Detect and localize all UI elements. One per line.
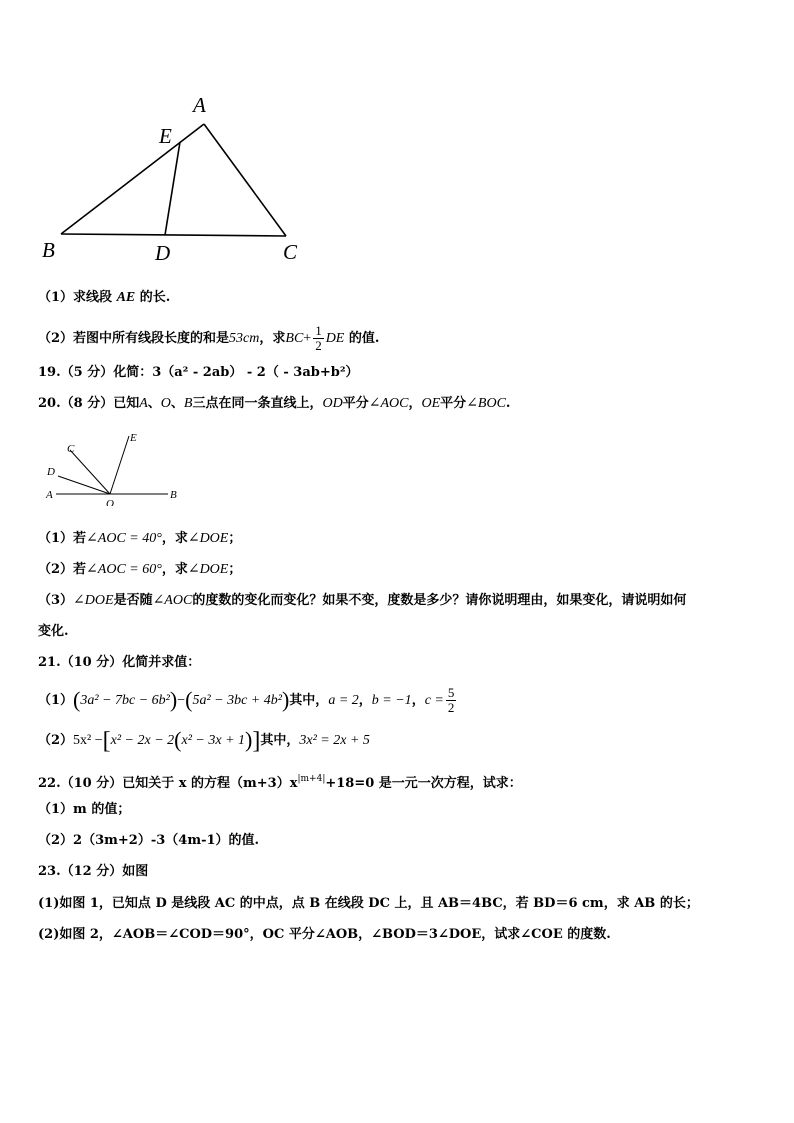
q19-text: 19.（5 分）化简：3（a² - 2ab） - 2（ - 3ab+b²） — [38, 365, 359, 380]
q18-p2-plus: + — [303, 331, 312, 346]
q21-part1 — [38, 686, 458, 715]
q21-p2-inner2: x² − 3x + 1 — [181, 733, 246, 748]
q21-frac-num: 5 — [447, 685, 455, 700]
label-o: O — [106, 498, 114, 506]
q18-p1-post: 的长. — [135, 290, 171, 305]
triangle-figure — [38, 90, 318, 270]
q20-od: OD — [322, 396, 343, 411]
q20-title — [38, 395, 510, 413]
q18-p1-pre: （1）求线段 — [38, 290, 117, 305]
q22-part2: （2）2（3m+2）-3（4m-1）的值. — [38, 833, 260, 848]
q23-title: 23.（12 分）如图 — [38, 864, 149, 879]
paren-open: ( — [185, 687, 193, 712]
q20-p2-end: ； — [228, 562, 242, 577]
label-b: B — [42, 238, 55, 262]
q20-part1 — [38, 530, 241, 548]
q21-fraction — [446, 686, 457, 715]
q20-aoc: ∠AOC — [368, 396, 409, 411]
q20-o: O — [160, 396, 171, 411]
q21-p2-inner1: x² − 2x − 2 — [110, 733, 175, 748]
q20-p2-cond: ∠AOC = 60° — [86, 562, 162, 577]
segment-bc — [61, 234, 286, 236]
q23-part1: (1)如图 1，已知点 D 是线段 AC 的中点，点 B 在线段 DC 上，且 AB＝4BC，若 BD＝6 cm，求 AB 的长； — [38, 896, 699, 911]
q20-mid2: 平分 — [342, 396, 369, 411]
q20-s1: 、 — [147, 396, 161, 411]
q21-part2 — [38, 727, 370, 754]
q21-title: 21.（10 分）化简并求值： — [38, 655, 201, 670]
q20-mid3: 平分 — [440, 396, 467, 411]
q20-comma: ， — [408, 396, 422, 411]
q18-p1-var: AE — [116, 290, 136, 305]
q21-p1-where: 其中， — [289, 693, 329, 708]
q21-p1-sep2: ， — [411, 693, 425, 708]
q20-boc: ∠BOC — [466, 396, 506, 411]
q21-frac-den: 2 — [447, 700, 455, 715]
q18-p2-pre: （2）若图中所有线段长度的和是 — [38, 331, 230, 346]
label-d: D — [47, 466, 55, 478]
label-a: A — [193, 93, 206, 117]
q20-p1-ask: ∠DOE — [187, 531, 229, 546]
q18-frac-num: 1 — [315, 323, 322, 338]
q20-p1-cond: ∠AOC = 40° — [86, 531, 162, 546]
label-c: C — [67, 443, 75, 455]
q20-p1-end: ； — [228, 531, 242, 546]
q20-part3 — [38, 592, 686, 610]
q18-p2-bc: BC — [285, 331, 304, 346]
q20-p2-ask: ∠DOE — [187, 562, 229, 577]
label-a: A — [46, 489, 53, 501]
q22-pre: 22.（10 分）已知关于 x 的方程（m+3）x — [38, 776, 298, 791]
q18-p2-val: 53cm — [229, 331, 260, 346]
label-e: E — [130, 432, 137, 444]
q21-p1-minus: − — [177, 693, 186, 708]
label-b: B — [170, 489, 177, 501]
q20-p2-pre: （2）若 — [38, 562, 87, 577]
paren-close: ) — [245, 727, 253, 752]
angle-figure — [40, 428, 190, 506]
q20-p1-mid: ，求 — [161, 531, 188, 546]
q18-p2-de: DE — [325, 331, 345, 346]
q20-pre: 20.（8 分）已知 — [38, 396, 140, 411]
q21-p1-expr2: 5a² − 3bc + 4b² — [192, 693, 282, 708]
q18-fraction — [313, 324, 324, 353]
q20-p2-mid: ，求 — [161, 562, 188, 577]
q21-p1-expr1: 3a² − 7bc − 6b² — [80, 693, 170, 708]
q20-oe: OE — [421, 396, 441, 411]
q20-end: . — [505, 396, 511, 411]
q21-p2-where: 其中， — [260, 733, 300, 748]
q23-part2: (2)如图 2，∠AOB＝∠COD＝90°，OC 平分∠AOB，∠BOD＝3∠DOE，试求∠COE 的度数. — [38, 927, 611, 942]
q20-p3-doe: ∠DOE — [73, 593, 114, 608]
label-e: E — [159, 124, 172, 148]
q20-b: B — [183, 396, 193, 411]
q20-p3-aoc: ∠AOC — [152, 593, 193, 608]
q21-p1-a: a = 2 — [328, 693, 359, 708]
q21-p2-cond: 3x² = 2x + 5 — [299, 733, 370, 748]
paren-open: ( — [73, 687, 81, 712]
segment-de — [165, 142, 180, 235]
segment-ac — [204, 124, 286, 236]
q22-title — [38, 770, 522, 793]
q18-part2 — [38, 324, 379, 353]
bracket-close: ] — [252, 728, 261, 754]
q22-part1: （1）m 的值； — [38, 802, 131, 817]
paren-close: ) — [281, 687, 290, 712]
q22-post: +18=0 是一元一次方程，试求： — [325, 776, 522, 791]
q20-mid: 三点在同一条直线上， — [192, 396, 323, 411]
q21-p1-sep1: ， — [358, 693, 372, 708]
q21-p1-label: （1） — [38, 693, 74, 708]
q20-a: A — [139, 396, 148, 411]
bracket-open: [ — [102, 728, 111, 754]
label-d: D — [155, 241, 171, 265]
q21-p1-c: c = — [424, 693, 444, 708]
q18-p2-mid: ，求 — [259, 331, 286, 346]
ray-oe — [110, 436, 129, 494]
q20-p3-pre: （3） — [38, 593, 74, 608]
q18-part1 — [38, 289, 170, 307]
q20-p3-post: 的度数的变化而变化？如果不变，度数是多少？请你说明理由，如果变化，请说明如何 — [192, 593, 687, 608]
q20-part3-cont: 变化. — [38, 624, 69, 639]
paren-open: ( — [174, 727, 182, 752]
q20-part2 — [38, 561, 241, 579]
q21-p2-label: （2） — [38, 733, 74, 748]
q20-p3-mid: 是否随 — [113, 593, 153, 608]
paren-close: ) — [169, 687, 178, 712]
q20-s2: 、 — [170, 396, 184, 411]
q22-exponent: |m+4| — [297, 774, 326, 784]
segment-ba — [61, 124, 204, 234]
q21-p1-b: b = −1 — [371, 693, 412, 708]
q20-p1-pre: （1）若 — [38, 531, 87, 546]
q18-frac-den: 2 — [315, 338, 322, 353]
label-c: C — [283, 240, 298, 264]
q18-p2-post: 的值. — [344, 331, 380, 346]
q21-p2-lead: 5x² − — [73, 733, 103, 748]
